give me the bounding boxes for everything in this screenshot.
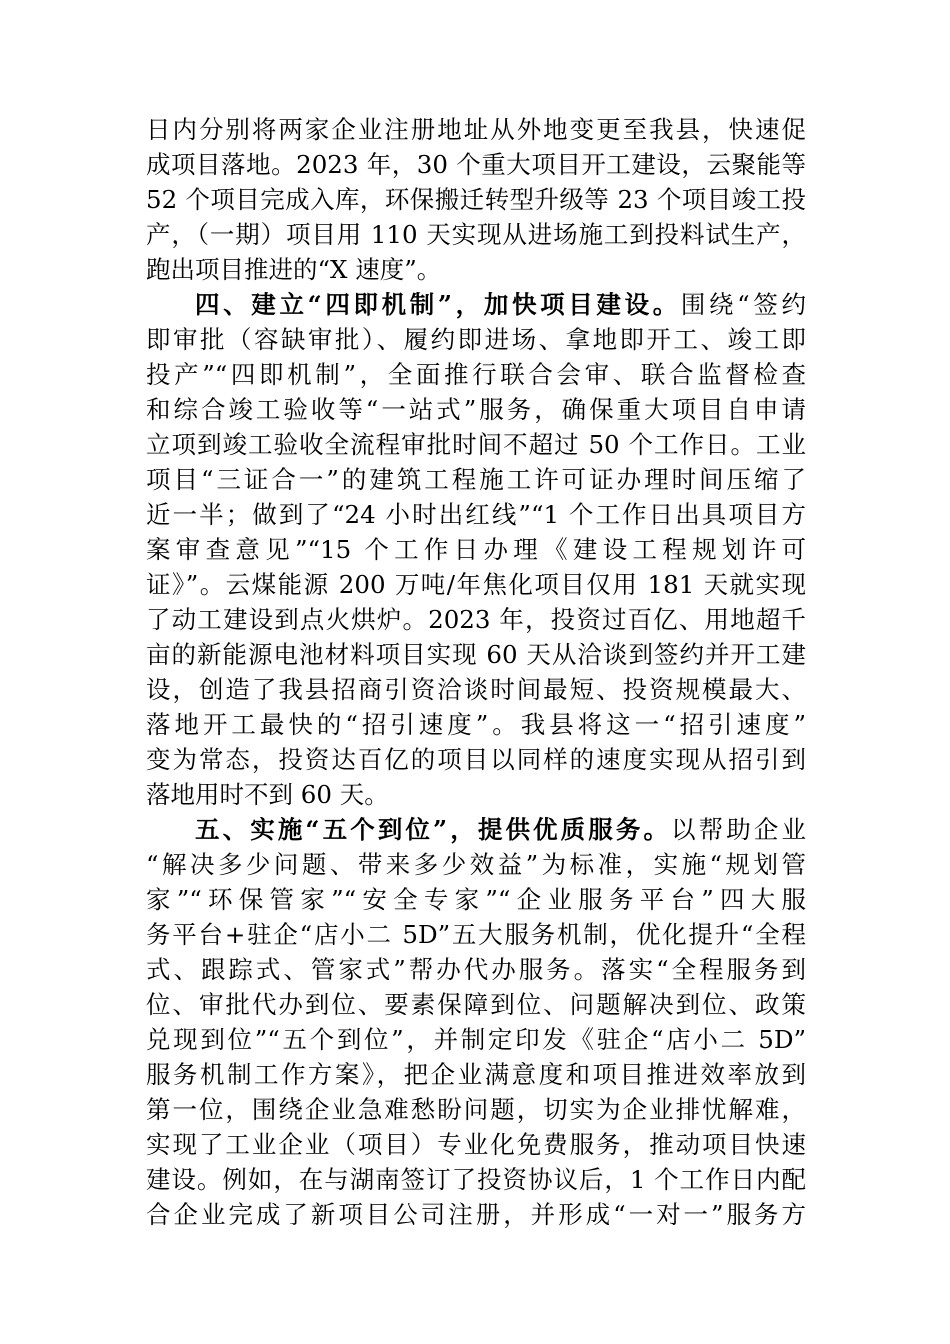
text-line: 证》”。云煤能源 200 万吨/年焦化项目仅用 181 天就实现 — [146, 570, 806, 599]
text-line: 合企业完成了新项目公司注册，并形成“一对一”服务方 — [146, 1200, 806, 1229]
paragraph-section-4 — [146, 287, 806, 812]
text-line: 产，（一期）项目用 110 天实现从进场施工到投料试生产， — [146, 220, 806, 249]
text-line: 务平台+驻企“店小二 5D”五大服务机制，优化提升“全程 — [146, 920, 806, 949]
text-line: 变为常态，投资达百亿的项目以同样的速度实现从招引到 — [146, 745, 806, 774]
document-page — [146, 112, 806, 1232]
text-line: 式、跟踪式、管家式”帮办代办服务。落实“全程服务到 — [146, 955, 806, 984]
text-line: 落地开工最快的“招引速度”。我县将这一“招引速度” — [146, 710, 806, 739]
text-line: 服务机制工作方案》，把企业满意度和项目推进效率放到 — [146, 1060, 806, 1089]
section-heading-line — [146, 287, 806, 322]
text-line: 位、审批代办到位、要素保障到位、问题解决到位、政策 — [146, 990, 806, 1019]
text-line: 建设。例如，在与湖南签订了投资协议后，1 个工作日内配 — [146, 1165, 806, 1194]
paragraph-continuation — [146, 112, 806, 287]
text-line: 和综合竣工验收等“一站式”服务，确保重大项目自申请 — [146, 395, 806, 424]
text-line: 日内分别将两家企业注册地址从外地变更至我县，快速促 — [146, 115, 806, 144]
text-line: 第一位，围绕企业急难愁盼问题，切实为企业排忧解难， — [146, 1095, 806, 1124]
text-line: 落地用时不到 60 天。 — [146, 780, 389, 809]
text-line: 成项目落地。2023 年，30 个重大项目开工建设，云聚能等 — [146, 150, 806, 179]
text-line: 家”“环保管家”“安全专家”“企业服务平台”四大服 — [146, 885, 806, 914]
text-line: 兑现到位”“五个到位”，并制定印发《驻企“店小二 5D” — [146, 1025, 806, 1054]
text-line: 了动工建设到点火烘炉。2023 年，投资过百亿、用地超千 — [146, 605, 806, 634]
text-line: 投产”“四即机制”，全面推行联合会审、联合监督检查 — [146, 360, 806, 389]
section-heading: 五、实施“五个到位”，提供优质服务。 — [195, 815, 672, 844]
section-heading: 四、建立“四即机制”，加快项目建设。 — [195, 290, 681, 319]
text-line: 亩的新能源电池材料项目实现 60 天从洽谈到签约并开工建 — [146, 640, 806, 669]
text-line: 实现了工业企业（项目）专业化免费服务，推动项目快速 — [146, 1130, 806, 1159]
text-line: 52 个项目完成入库，环保搬迁转型升级等 23 个项目竣工投 — [146, 185, 806, 214]
heading-line-text: 以帮助企业 — [671, 815, 806, 844]
text-line: 案审查意见”“15 个工作日办理《建设工程规划许可 — [146, 535, 806, 564]
text-line: 近一半；做到了“24 小时出红线”“1 个工作日出具项目方 — [146, 500, 806, 529]
paragraph-section-5 — [146, 812, 806, 1232]
text-line: “解决多少问题、带来多少效益”为标准，实施“规划管 — [146, 850, 806, 879]
section-heading-line — [146, 812, 806, 847]
text-line: 项目“三证合一”的建筑工程施工许可证办理时间压缩了 — [146, 465, 806, 494]
heading-line-text: 围绕“签约 — [680, 290, 806, 319]
text-line: 跑出项目推进的“X 速度”。 — [146, 255, 442, 284]
text-line: 立项到竣工验收全流程审批时间不超过 50 个工作日。工业 — [146, 430, 806, 459]
text-line: 即审批（容缺审批）、履约即进场、拿地即开工、竣工即 — [146, 325, 806, 354]
text-line: 设，创造了我县招商引资洽谈时间最短、投资规模最大、 — [146, 675, 806, 704]
